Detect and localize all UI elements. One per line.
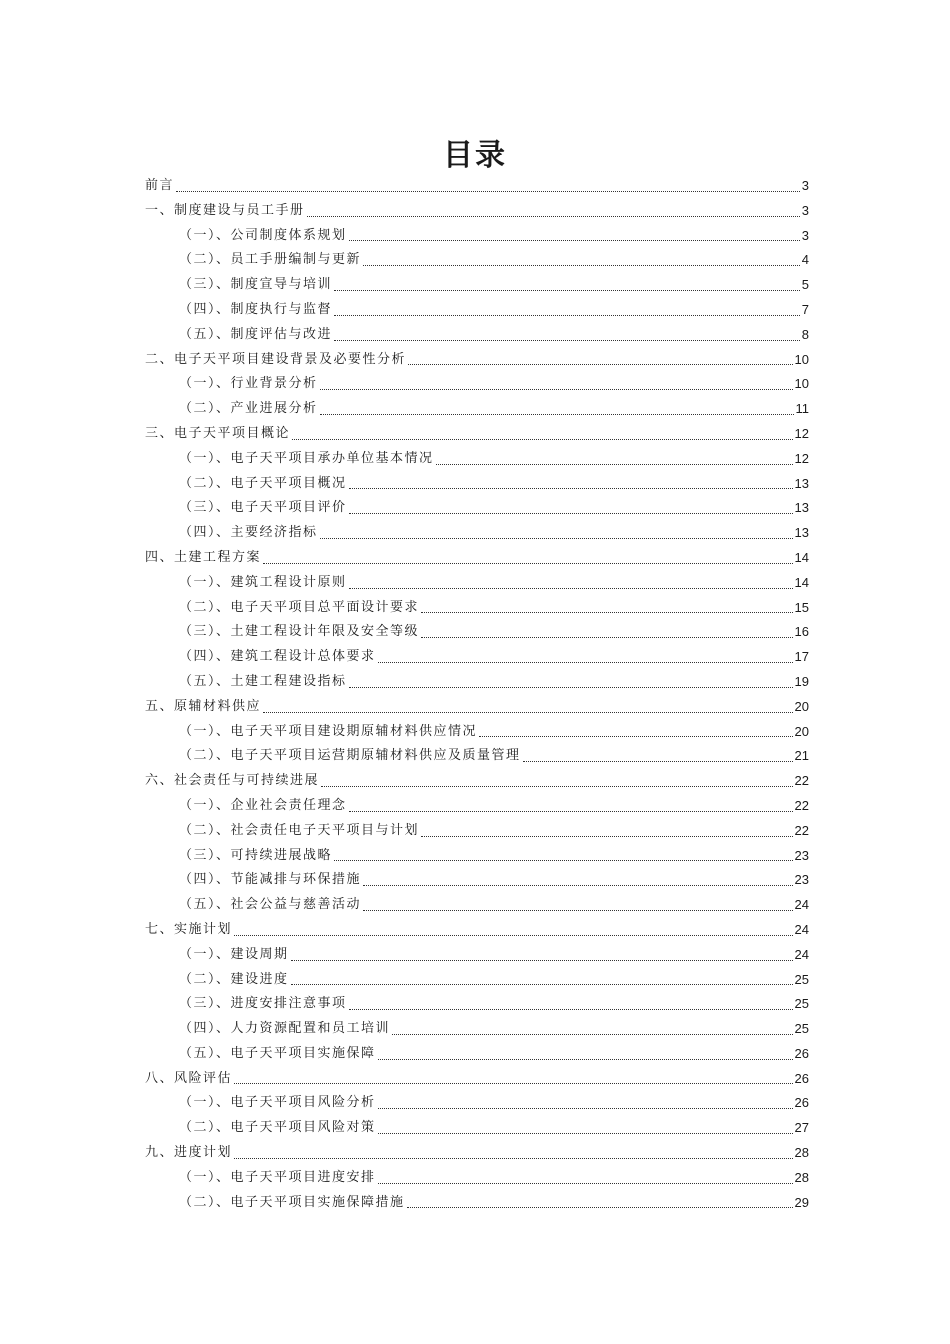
toc-chapter-entry[interactable] [145,918,809,943]
toc-chapter-entry[interactable] [145,348,809,373]
toc-entry-label: （四）、人力资源配置和员工培训 [179,1021,391,1037]
dot-leader [421,836,793,837]
toc-chapter-entry[interactable] [145,174,809,199]
dot-leader [234,1083,793,1084]
toc-page-number: 10 [794,376,809,392]
dot-leader [378,662,793,663]
toc-chapter-entry[interactable] [145,199,809,224]
dot-leader [176,191,800,192]
toc-entry-label: （二）、电子天平项目实施保障措施 [179,1194,405,1210]
page-title: 目录 [443,138,507,173]
dot-leader [320,538,793,539]
toc-page-number: 10 [794,351,809,367]
dot-leader [334,860,793,861]
toc-entry-label: 九、进度计划 [145,1145,233,1161]
dot-leader [291,984,793,985]
toc-page-number: 24 [794,921,809,937]
toc-section-entry[interactable] [145,620,809,645]
toc-section-entry[interactable] [145,273,809,298]
toc-page-number: 28 [794,1169,809,1185]
toc-entry-label: （一）、电子天平项目风险分析 [179,1095,376,1111]
toc-page-number: 28 [794,1145,809,1161]
toc-page-number: 14 [794,574,809,590]
toc-page-number: 26 [794,1095,809,1111]
toc-section-entry[interactable] [145,819,809,844]
toc-section-entry[interactable] [145,943,809,968]
toc-chapter-entry[interactable] [145,546,809,571]
dot-leader [408,364,793,365]
toc-entry-label: （三）、电子天平项目评价 [179,500,347,516]
dot-leader [292,439,793,440]
dot-leader [436,464,793,465]
toc-page-number: 26 [794,1070,809,1086]
toc-section-entry[interactable] [145,720,809,745]
toc-page-number: 20 [794,723,809,739]
dot-leader [378,1059,793,1060]
toc-section-entry[interactable] [145,968,809,993]
toc-section-entry[interactable] [145,1017,809,1042]
toc-section-entry[interactable] [145,224,809,249]
toc-entry-label: 三、电子天平项目概论 [145,425,291,441]
toc-chapter-entry[interactable] [145,769,809,794]
dot-leader [334,315,800,316]
toc-entry-label: 一、制度建设与员工手册 [145,202,305,218]
toc-section-entry[interactable] [145,868,809,893]
toc-section-entry[interactable] [145,496,809,521]
toc-entry-label: （一）、建设周期 [179,946,289,962]
toc-page-number: 5 [801,277,809,293]
dot-leader [363,910,793,911]
toc-entry-label: （二）、电子天平项目概况 [179,475,347,491]
toc-chapter-entry[interactable] [145,422,809,447]
toc-section-entry[interactable] [145,794,809,819]
toc-entry-label: （一）、电子天平项目承办单位基本情况 [179,450,434,466]
toc-section-entry[interactable] [145,992,809,1017]
dot-leader [320,414,794,415]
toc-page-number: 20 [794,698,809,714]
toc-entry-label: （四）、主要经济指标 [179,525,318,541]
toc-entry-label: （五）、土建工程建设指标 [179,673,347,689]
dot-leader [349,588,793,589]
toc-entry-label: （二）、员工手册编制与更新 [179,252,362,268]
toc-entry-label: 五、原辅材料供应 [145,698,262,714]
dot-leader [349,513,793,514]
toc-entry-label: （三）、制度宣导与培训 [179,277,333,293]
dot-leader [363,265,800,266]
toc-entry-label: 前言 [145,178,175,193]
toc-entry-label: （一）、电子天平项目进度安排 [179,1169,376,1185]
toc-page-number: 24 [794,897,809,913]
toc-section-entry[interactable] [145,298,809,323]
toc-entry-label: （五）、社会公益与慈善活动 [179,897,362,913]
toc-page-number: 22 [794,797,809,813]
toc-page-number: 3 [801,227,809,243]
toc-entry-label: （二）、社会责任电子天平项目与计划 [179,822,420,838]
toc-entry-label: （二）、建设进度 [179,971,289,987]
toc-section-entry[interactable] [145,571,809,596]
toc-page-number: 3 [801,178,809,193]
dot-leader [421,637,793,638]
toc-page-number: 24 [794,946,809,962]
toc-page-number: 13 [794,525,809,541]
toc-entry-label: （二）、电子天平项目总平面设计要求 [179,599,420,615]
toc-page-number: 13 [794,500,809,516]
toc-page-number: 16 [794,624,809,640]
toc-section-entry[interactable] [145,670,809,695]
dot-leader [320,389,793,390]
toc-entry-label: （一）、企业社会责任理念 [179,797,347,813]
toc-section-entry[interactable] [145,645,809,670]
toc-page-number: 7 [801,301,809,317]
toc-section-entry[interactable] [145,323,809,348]
toc-page-number: 22 [794,822,809,838]
dot-leader [291,960,793,961]
toc-entry-label: （三）、土建工程设计年限及安全等级 [179,624,420,640]
toc-entry-label: 六、社会责任与可持续进展 [145,773,320,789]
toc-page-number: 11 [795,401,809,417]
toc-page-number: 12 [794,425,809,441]
dot-leader [523,761,793,762]
dot-leader [363,885,793,886]
toc-entry-label: （三）、进度安排注意事项 [179,996,347,1012]
dot-leader [334,340,800,341]
toc-page-number: 19 [794,673,809,689]
toc-section-entry[interactable] [145,1042,809,1067]
toc-chapter-entry[interactable] [145,1067,809,1092]
toc-page-number: 12 [794,450,809,466]
table-of-contents [145,174,809,1215]
toc-entry-label: 二、电子天平项目建设背景及必要性分析 [145,351,407,367]
toc-section-entry[interactable] [145,1166,809,1191]
toc-page-number: 17 [794,649,809,665]
toc-section-entry[interactable] [145,744,809,769]
toc-page-number: 8 [801,326,809,342]
toc-entry-label: 四、土建工程方案 [145,549,262,565]
toc-chapter-entry[interactable] [145,1141,809,1166]
toc-section-entry[interactable] [145,447,809,472]
toc-entry-label: （一）、行业背景分析 [179,376,318,392]
dot-leader [334,290,800,291]
toc-page-number: 25 [794,1021,809,1037]
toc-entry-label: 七、实施计划 [145,921,233,937]
toc-section-entry[interactable] [145,1116,809,1141]
toc-entry-label: （四）、建筑工程设计总体要求 [179,649,376,665]
dot-leader [263,712,793,713]
toc-section-entry[interactable] [145,472,809,497]
toc-entry-label: （二）、电子天平项目风险对策 [179,1120,376,1136]
toc-section-entry[interactable] [145,1091,809,1116]
toc-page-number: 14 [794,549,809,565]
toc-entry-label: （一）、电子天平项目建设期原辅材料供应情况 [179,723,478,739]
toc-section-entry[interactable] [145,844,809,869]
toc-entry-label: （五）、电子天平项目实施保障 [179,1045,376,1061]
toc-page-number: 29 [794,1194,809,1210]
toc-page-number: 15 [794,599,809,615]
dot-leader [349,488,793,489]
dot-leader [378,1108,793,1109]
toc-page-number: 3 [801,202,809,218]
dot-leader [263,563,793,564]
toc-entry-label: （二）、电子天平项目运营期原辅材料供应及质量管理 [179,748,521,764]
dot-leader [349,811,793,812]
toc-page-number: 22 [794,773,809,789]
toc-entry-label: （二）、产业进展分析 [179,401,318,417]
dot-leader [378,1133,793,1134]
toc-section-entry[interactable] [145,596,809,621]
toc-entry-label: （一）、公司制度体系规划 [179,227,347,243]
toc-section-entry[interactable] [145,372,809,397]
toc-chapter-entry[interactable] [145,695,809,720]
toc-page-number: 23 [794,847,809,863]
dot-leader [234,1158,793,1159]
toc-page-number: 25 [794,971,809,987]
dot-leader [349,687,793,688]
toc-page-number: 25 [794,996,809,1012]
toc-page-number: 26 [794,1045,809,1061]
toc-section-entry[interactable] [145,1191,809,1216]
toc-entry-label: 八、风险评估 [145,1070,233,1086]
toc-entry-label: （一）、建筑工程设计原则 [179,574,347,590]
toc-section-entry[interactable] [145,521,809,546]
toc-entry-label: （四）、节能减排与环保措施 [179,872,362,888]
toc-entry-label: （五）、制度评估与改进 [179,326,333,342]
dot-leader [234,935,793,936]
dot-leader [407,1207,793,1208]
toc-section-entry[interactable] [145,893,809,918]
toc-entry-label: （四）、制度执行与监督 [179,301,333,317]
toc-page-number: 4 [801,252,809,268]
dot-leader [378,1183,793,1184]
dot-leader [307,216,800,217]
toc-page-number: 23 [794,872,809,888]
dot-leader [479,736,793,737]
toc-section-entry[interactable] [145,248,809,273]
toc-entry-label: （三）、可持续进展战略 [179,847,333,863]
dot-leader [349,1009,793,1010]
dot-leader [349,240,800,241]
toc-page-number: 21 [794,748,809,764]
toc-section-entry[interactable] [145,397,809,422]
dot-leader [392,1034,793,1035]
dot-leader [321,786,793,787]
toc-page-number: 13 [794,475,809,491]
dot-leader [421,612,793,613]
toc-page-number: 27 [794,1120,809,1136]
